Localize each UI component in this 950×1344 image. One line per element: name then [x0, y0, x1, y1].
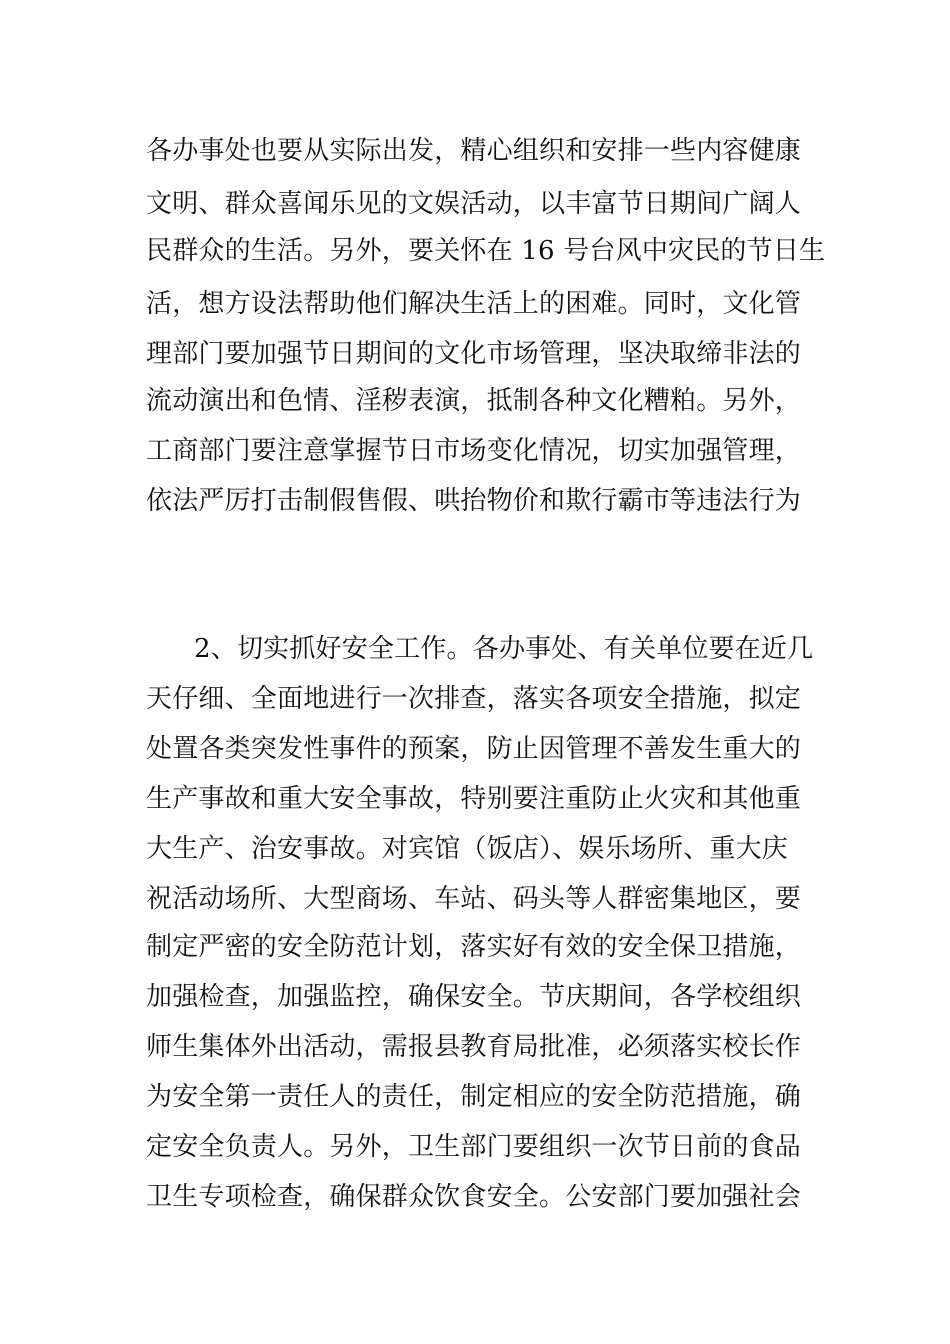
text-line: 天仔细、全面地进行一次排查，落实各项安全措施，拟定 [146, 684, 802, 714]
text-line: 活，想方设法帮助他们解决生活上的困难。同时，文化管 [146, 289, 802, 319]
text-line: 定安全负责人。另外，卫生部门要组织一次节日前的食品 [146, 1132, 802, 1162]
text-line: 生产事故和重大安全事故，特别要注重防止火灾和其他重 [146, 784, 802, 814]
text-line: 加强检查，加强监控，确保安全。节庆期间，各学校组织 [146, 982, 802, 1012]
text-line: 祝活动场所、大型商场、车站、码头等人群密集地区，要 [146, 884, 802, 914]
text-line: 处置各类突发性事件的预案，防止因管理不善发生重大的 [146, 734, 802, 764]
text-line: 师生集体外出活动，需报县教育局批准，必须落实校长作 [146, 1032, 802, 1062]
text-line: 各办事处也要从实际出发，精心组织和安排一些内容健康 [146, 136, 802, 166]
text-line: 文明、群众喜闻乐见的文娱活动，以丰富节日期间广阔人 [146, 189, 802, 219]
text-line: 流动演出和色情、淫秽表演，抵制各种文化糟粕。另外， [146, 386, 802, 416]
text-line: 2、切实抓好安全工作。各办事处、有关单位要在近几 [194, 634, 814, 664]
text-line: 工商部门要注意掌握节日市场变化情况，切实加强管理， [146, 436, 802, 466]
text-line: 民群众的生活。另外，要关怀在 16 号台风中灾民的节日生 [146, 236, 826, 266]
text-line: 卫生专项检查，确保群众饮食安全。公安部门要加强社会 [146, 1182, 802, 1212]
text-line: 为安全第一责任人的责任，制定相应的安全防范措施，确 [146, 1082, 802, 1112]
text-line: 依法严厉打击制假售假、哄抬物价和欺行霸市等违法行为 [146, 486, 802, 516]
text-line: 大生产、治安事故。对宾馆（饭店）、娱乐场所、重大庆 [146, 834, 789, 864]
text-line: 理部门要加强节日期间的文化市场管理，坚决取缔非法的 [146, 339, 802, 369]
text-line: 制定严密的安全防范计划，落实好有效的安全保卫措施， [146, 932, 802, 962]
